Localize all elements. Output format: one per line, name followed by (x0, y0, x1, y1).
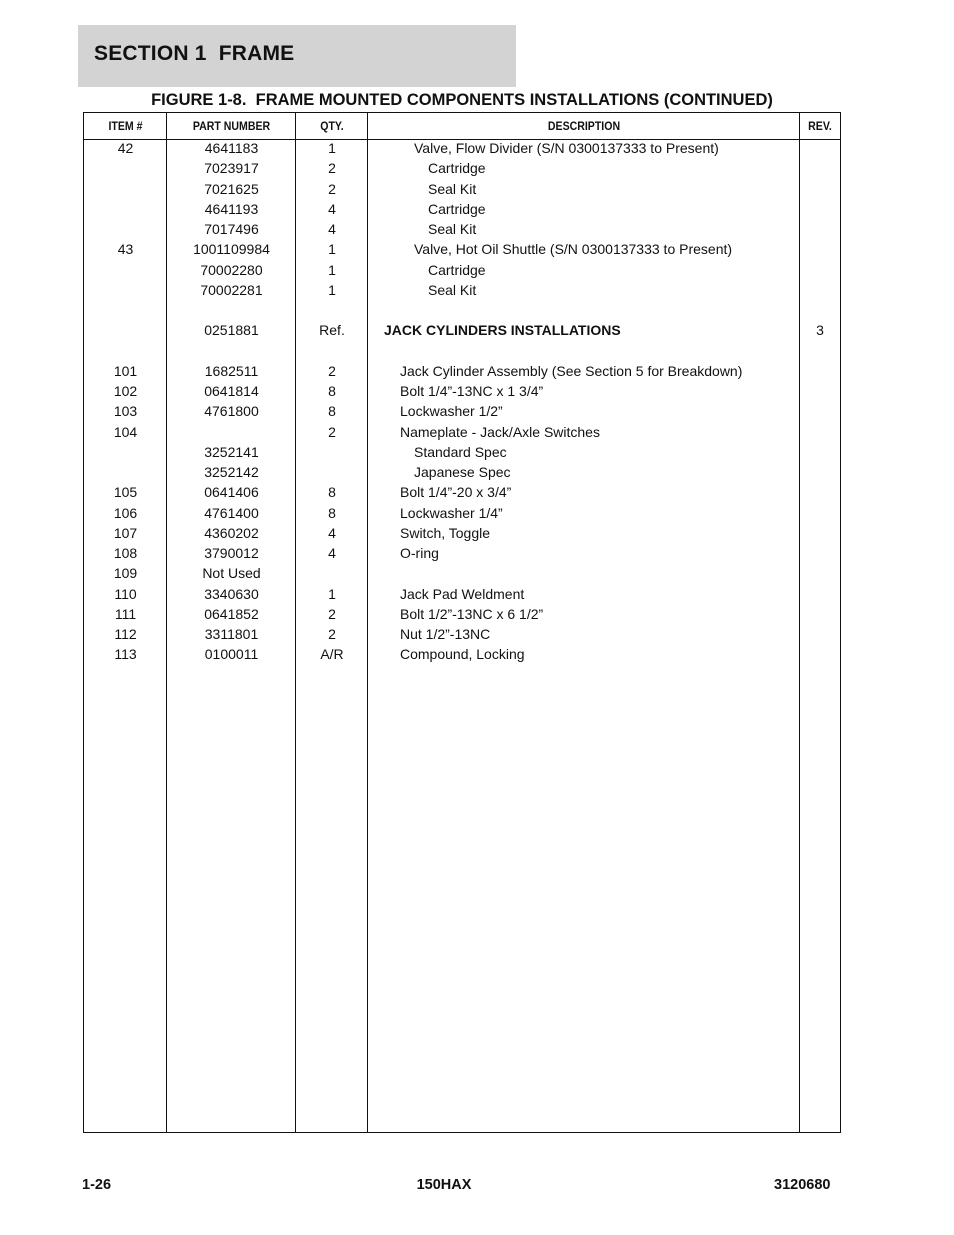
part-number-cell: 4761400 (204, 504, 259, 521)
part-number-cell: 0251881 (204, 322, 259, 339)
qty-cell: 8 (328, 383, 336, 399)
part-number-cell: 1001109984 (193, 241, 270, 258)
document-number: 3120680 (774, 1177, 831, 1193)
table-row (84, 280, 840, 300)
description-cell: JACK CYLINDERS INSTALLATIONS (384, 322, 621, 339)
part-number-cell: 4641183 (204, 140, 259, 156)
part-number-cell: 0641814 (204, 383, 259, 399)
item-cell: 111 (114, 605, 137, 622)
qty-cell: 4 (328, 200, 336, 217)
qty-cell: 4 (328, 545, 336, 561)
qty-cell: 1 (328, 241, 336, 258)
description-cell: Bolt 1/2”-13NC x 6 1/2” (400, 605, 544, 622)
table-row (84, 584, 840, 604)
part-number-cell: 0641852 (204, 605, 259, 622)
description-cell: Jack Pad Weldment (400, 585, 525, 602)
item-cell: 109 (113, 565, 138, 582)
table-row (84, 462, 840, 482)
table-row (84, 138, 840, 158)
part-number-cell: 7023917 (204, 160, 259, 177)
part-number-cell: 7017496 (204, 221, 259, 237)
qty-cell: A/R (320, 646, 344, 663)
qty-cell: 4 (328, 524, 336, 541)
part-number-cell: 4641193 (204, 200, 259, 217)
table-row (84, 563, 840, 583)
description-cell: Cartridge (428, 261, 486, 278)
item-cell: 101 (113, 362, 138, 379)
table-row (84, 300, 840, 320)
parts-table (83, 112, 841, 1133)
description-cell: O-ring (400, 545, 439, 561)
header-qty: QTY. (320, 119, 344, 133)
description-cell: Valve, Hot Oil Shuttle (S/N 0300137333 to Present) (414, 241, 733, 258)
description-cell: Lockwasher 1/4” (400, 504, 503, 521)
model-name: 150HAX (416, 1177, 472, 1193)
description-cell: Cartridge (428, 200, 486, 217)
header-item: ITEM # (108, 119, 143, 133)
item-cell: 112 (114, 626, 137, 642)
part-number-cell: 70002280 (200, 261, 263, 278)
description-cell: Standard Spec (414, 443, 507, 460)
table-row (84, 442, 840, 462)
qty-cell: 2 (328, 362, 336, 379)
table-row (84, 401, 840, 421)
description-cell: Seal Kit (428, 180, 477, 197)
part-number-cell: 3252142 (204, 464, 259, 480)
item-cell: 102 (113, 383, 138, 399)
table-row (84, 239, 840, 259)
part-number-cell: 7021625 (204, 180, 259, 197)
part-number-cell: 70002281 (200, 281, 263, 298)
description-cell: Valve, Flow Divider (S/N 0300137333 to Present) (414, 140, 719, 156)
qty-cell: 2 (328, 626, 336, 642)
table-row (84, 604, 840, 624)
part-number-cell: Not Used (202, 565, 261, 582)
description-cell: Compound, Locking (400, 646, 525, 663)
description-cell: Nameplate - Jack/Axle Switches (400, 423, 600, 440)
qty-cell: 8 (328, 403, 336, 420)
table-row (84, 320, 840, 340)
qty-cell: 2 (328, 423, 336, 440)
description-cell: Switch, Toggle (400, 524, 491, 541)
description-cell: Cartridge (428, 160, 486, 177)
rev-cell: 3 (816, 322, 824, 339)
item-cell: 113 (114, 646, 137, 663)
table-row (84, 523, 840, 543)
item-cell: 104 (113, 423, 138, 440)
part-number-cell: 4761800 (204, 403, 259, 420)
table-row (84, 624, 840, 644)
table-row (84, 179, 840, 199)
table-row (84, 158, 840, 178)
description-cell: Jack Cylinder Assembly (See Section 5 for Breakdown) (400, 362, 743, 379)
description-cell: Lockwasher 1/2” (400, 403, 503, 420)
description-cell: Nut 1/2”-13NC (400, 626, 491, 642)
table-body (84, 138, 840, 665)
item-cell: 108 (113, 545, 138, 561)
header-rev: REV. (808, 119, 832, 133)
item-cell: 107 (113, 524, 138, 541)
table-row (84, 644, 840, 664)
qty-cell: 1 (328, 281, 336, 298)
part-number-cell: 3790012 (204, 545, 259, 561)
section-title: SECTION 1 FRAME (94, 42, 295, 65)
qty-cell: 8 (328, 484, 336, 501)
part-number-cell: 3252141 (204, 443, 259, 460)
table-row (84, 361, 840, 381)
qty-cell: 2 (328, 605, 336, 622)
description-cell: Seal Kit (428, 281, 477, 298)
item-cell: 42 (117, 140, 134, 156)
table-row (84, 260, 840, 280)
table-row (84, 422, 840, 442)
item-cell: 43 (117, 241, 134, 258)
qty-cell: 8 (328, 504, 336, 521)
part-number-cell: 0100011 (204, 646, 259, 663)
table-row (84, 543, 840, 563)
qty-cell: Ref. (319, 322, 345, 339)
item-cell: 110 (114, 585, 137, 602)
qty-cell: 2 (328, 160, 336, 177)
page-number: 1-26 (82, 1177, 112, 1193)
qty-cell: 1 (328, 261, 336, 278)
description-cell: Bolt 1/4”-13NC x 1 3/4” (400, 383, 544, 399)
table-row (84, 381, 840, 401)
item-cell: 105 (113, 484, 138, 501)
part-number-cell: 4360202 (204, 524, 259, 541)
qty-cell: 4 (328, 221, 336, 237)
qty-cell: 1 (328, 140, 336, 156)
qty-cell: 1 (328, 585, 336, 602)
part-number-cell: 3340630 (204, 585, 259, 602)
figure-title: FIGURE 1-8. FRAME MOUNTED COMPONENTS INSTALLATIONS (CONTINUED) (151, 91, 773, 109)
part-number-cell: 1682511 (204, 362, 259, 379)
header-part-number: PART NUMBER (192, 119, 271, 133)
description-cell: Japanese Spec (414, 464, 511, 480)
part-number-cell: 0641406 (204, 484, 259, 501)
table-row (84, 341, 840, 361)
item-cell: 103 (113, 403, 138, 420)
table-row (84, 503, 840, 523)
description-cell: Seal Kit (428, 221, 477, 237)
table-row (84, 482, 840, 502)
header-description: DESCRIPTION (547, 119, 621, 133)
description-cell: Bolt 1/4”-20 x 3/4” (400, 484, 512, 501)
item-cell: 106 (113, 504, 138, 521)
table-row (84, 199, 840, 219)
part-number-cell: 3311801 (204, 626, 259, 642)
table-row (84, 219, 840, 239)
qty-cell: 2 (328, 180, 336, 197)
